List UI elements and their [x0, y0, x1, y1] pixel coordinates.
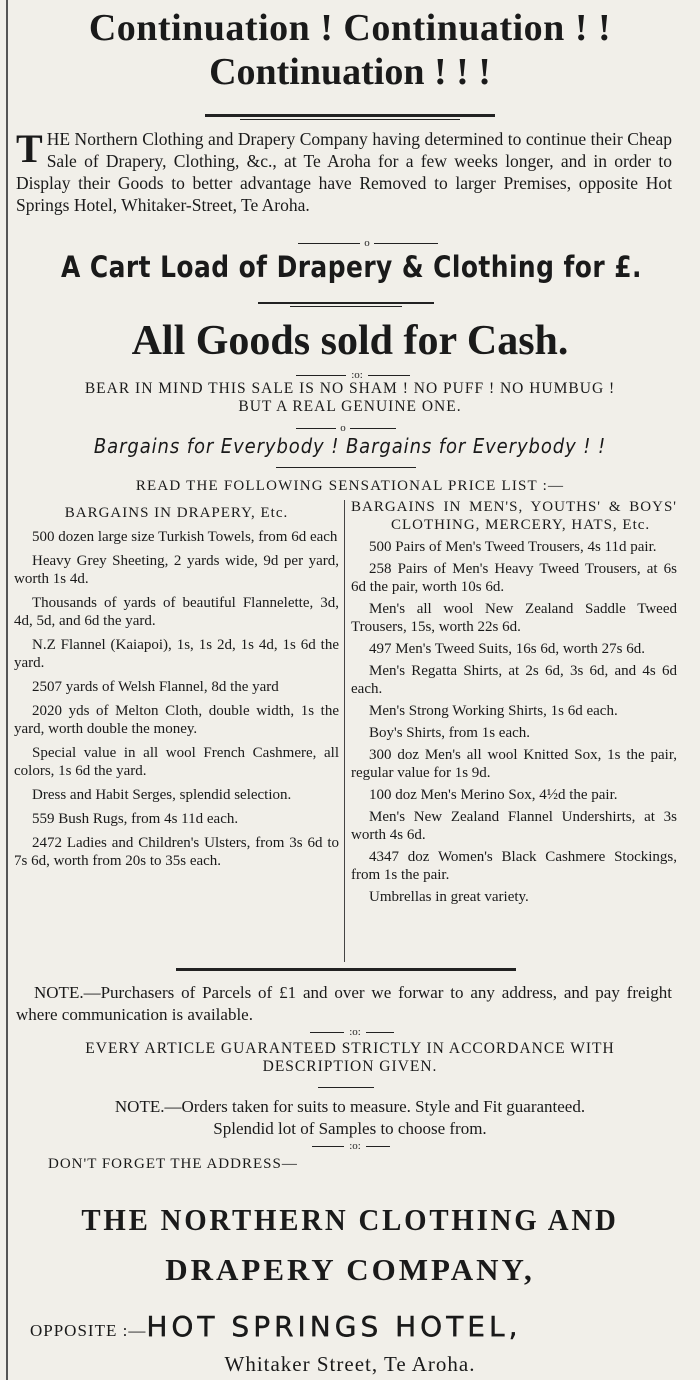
- mens-item: Men's all wool New Zealand Saddle Tweed Trousers, 15s, worth 22s 6d.: [351, 601, 677, 635]
- drapery-heading: BARGAINS IN DRAPERY, Etc.: [64, 505, 289, 521]
- read-price-list: READ THE FOLLOWING SENSATIONAL PRICE LIST :—: [135, 478, 565, 494]
- every-line-1: EVERY ARTICLE GUARANTEED STRICTLY IN ACCORDANCE WITH: [85, 1040, 615, 1057]
- mens-item: Umbrellas in great variety.: [369, 889, 529, 905]
- opposite-hotel: [30, 1310, 680, 1343]
- drapery-item: N.Z Flannel (Kaiapoi), 1s, 1s 2d, 1s 4d, 1s 6d the yard.: [14, 637, 339, 671]
- mens-item: 500 Pairs of Men's Tweed Trousers, 4s 11d pair.: [369, 539, 657, 555]
- mens-heading: BARGAINS IN MEN'S, YOUTHS' & BOYS' CLOTHING, MERCERY, HATS, Etc.: [351, 499, 677, 533]
- drapery-column: [14, 504, 339, 870]
- every-divider: [318, 1087, 374, 1088]
- bear-in-mind: [16, 380, 684, 416]
- mens-item: Men's New Zealand Flannel Undershirts, at 3s worth 4s 6d.: [351, 809, 677, 843]
- intro-text: HE Northern Clothing and Drapery Company having determined to continue their Cheap Sale of Drapery, Clothing, &c., at Te Aroha for a few weeks longer, and in order to Display their Goods to better advantage have Removed to larger Premises, opposite Hot Springs Hotel, Whitaker-Street, Te Aroha.: [16, 129, 672, 215]
- bear-line-2: BUT A REAL GENUINE ONE.: [238, 398, 462, 415]
- drapery-item: 500 dozen large size Turkish Towels, from 6d each: [32, 529, 338, 545]
- bargains-for-everybody: Bargains for Everybody ! Bargains for Everybody ! !: [93, 434, 607, 458]
- drapery-item: Dress and Habit Serges, splendid selection.: [32, 787, 292, 803]
- header-line-1: Continuation ! Continuation ! !: [88, 7, 612, 49]
- street-address: Whitaker Street, Te Aroha.: [224, 1352, 476, 1376]
- note-flourish-rule: [176, 968, 516, 971]
- opposite-prefix: OPPOSITE :—: [30, 1321, 147, 1340]
- mens-item: 100 doz Men's Merino Sox, 4½d the pair.: [369, 787, 618, 803]
- note-divider-left: [310, 1032, 344, 1033]
- bear-divider-right: [350, 428, 396, 429]
- note-orders-line-2: Splendid lot of Samples to choose from.: [213, 1119, 487, 1138]
- cash-divider-right: [368, 375, 410, 376]
- intro-paragraph: [16, 128, 672, 216]
- note-divider-ornament: :o:: [349, 1026, 361, 1038]
- mens-item: 497 Men's Tweed Suits, 16s 6d, worth 27s 6d.: [369, 641, 645, 657]
- header-line-2: Continuation ! ! !: [209, 51, 491, 93]
- bargains-ornament-rule: [276, 467, 416, 468]
- note-orders: [16, 1096, 684, 1140]
- divider-o: o: [364, 237, 370, 249]
- mens-item: 300 doz Men's all wool Knitted Sox, 1s the pair, regular value for 1s 9d.: [351, 747, 677, 781]
- mens-item: Men's Strong Working Shirts, 1s 6d each.: [369, 703, 618, 719]
- samples-divider-right: [366, 1146, 390, 1147]
- flourish-rule-thin: [290, 306, 402, 307]
- company-name-line-1: THE NORTHERN CLOTHING AND: [81, 1202, 619, 1237]
- drapery-item: 559 Bush Rugs, from 4s 11d each.: [32, 811, 239, 827]
- column-divider: [344, 500, 345, 962]
- drapery-item: Thousands of yards of beautiful Flannelette, 3d, 4d, 5d, and 6d the yard.: [14, 595, 339, 629]
- company-name-line-2: DRAPERY COMPANY,: [165, 1252, 535, 1287]
- drapery-item: Heavy Grey Sheeting, 2 yards wide, 9d per yard, worth 1s 4d.: [14, 553, 339, 587]
- mens-item: 4347 doz Women's Black Cashmere Stockings, from 1s the pair.: [351, 849, 677, 883]
- headline-cart-load: A Cart Load of Drapery & Clothing for £.: [61, 250, 642, 284]
- note-parcels: NOTE.—Purchasers of Parcels of £1 and over we forwar to any address, and pay freight where communication is available.: [16, 983, 672, 1024]
- mens-item: Boy's Shirts, from 1s each.: [369, 725, 531, 741]
- intro-dropcap: T: [16, 126, 43, 171]
- note-orders-line-1: NOTE.—Orders taken for suits to measure. Style and Fit guaranteed.: [114, 1097, 586, 1116]
- every-line-2: DESCRIPTION GIVEN.: [262, 1058, 438, 1075]
- divider-right: [374, 243, 438, 244]
- samples-divider-left: [312, 1146, 344, 1147]
- headline-all-goods-cash: All Goods sold for Cash.: [131, 318, 569, 364]
- cash-divider-left: [296, 375, 346, 376]
- hotel-name: HOT SPRINGS HOTEL,: [146, 1310, 522, 1343]
- samples-divider-ornament: :o:: [349, 1140, 361, 1152]
- dont-forget-address: DON'T FORGET THE ADDRESS—: [48, 1156, 298, 1172]
- cash-divider-ornament: :o:: [351, 369, 363, 381]
- note-divider-right: [366, 1032, 394, 1033]
- header-rule-thin: [240, 119, 460, 120]
- mens-item: Men's Regatta Shirts, at 2s 6d, 3s 6d, and 4s 6d each.: [351, 663, 677, 697]
- bear-divider-left: [296, 428, 336, 429]
- left-column-border: [6, 0, 8, 1380]
- mens-column: [351, 498, 677, 906]
- flourish-rule: [258, 302, 434, 304]
- bear-line-1: BEAR IN MIND THIS SALE IS NO SHAM ! NO PUFF ! NO HUMBUG !: [84, 380, 616, 397]
- header-rule: [205, 114, 495, 117]
- bear-divider-ornament: o: [340, 422, 346, 434]
- every-article-guaranteed: [16, 1040, 684, 1076]
- mens-item: 258 Pairs of Men's Heavy Tweed Trousers, at 6s 6d the pair, worth 10s 6d.: [351, 561, 677, 595]
- drapery-item: Special value in all wool French Cashmere, all colors, 1s 6d the yard.: [14, 745, 339, 779]
- drapery-item: 2020 yds of Melton Cloth, double width, 1s the yard, worth double the money.: [14, 703, 339, 737]
- drapery-item: 2507 yards of Welsh Flannel, 8d the yard: [32, 679, 279, 695]
- divider-left: [298, 243, 360, 244]
- drapery-item: 2472 Ladies and Children's Ulsters, from 3s 6d to 7s 6d, worth from 20s to 35s each.: [14, 835, 339, 869]
